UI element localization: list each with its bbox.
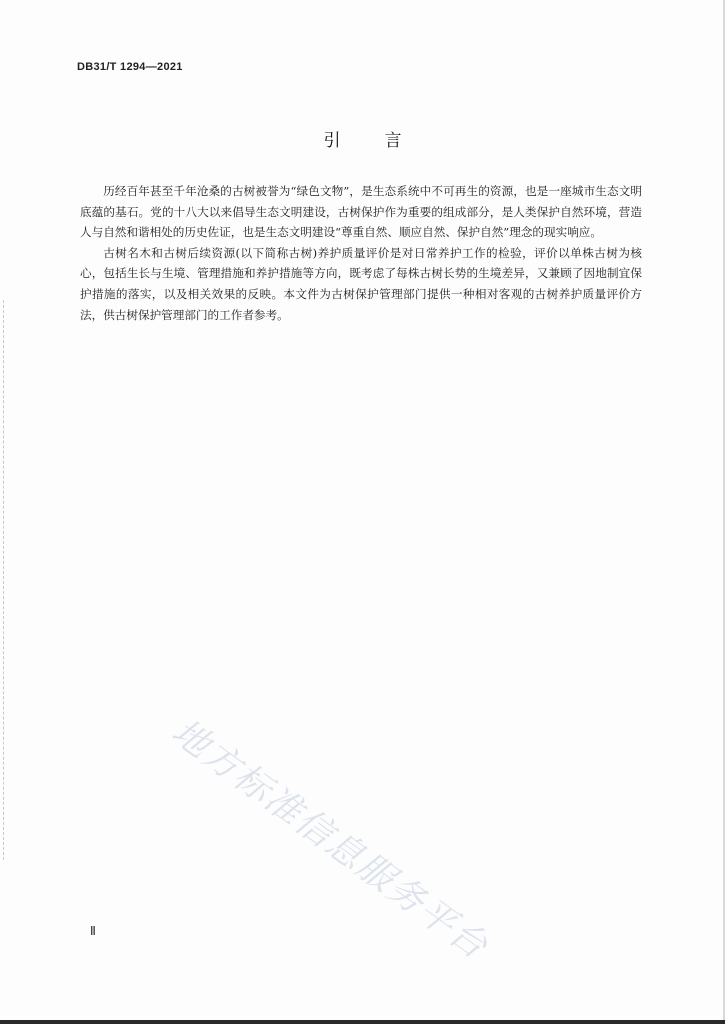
paragraph-1: 历经百年甚至千年沧桑的古树被誉为“绿色文物”，是生态系统中不可再生的资源，也是一座城市生态文明底蕴的基石。党的十八大以来倡导生态文明建设，古树保护作为重要的组成部分，是人类保护自然环境，营造人与自然和谐相处的历史佐证，也是生态文明建设“尊重自然、顺应自然、保护自然”理念的现实响应。 (80, 184, 642, 240)
scan-edge-left (3, 300, 5, 860)
standard-code: DB31/T 1294—2021 (77, 61, 183, 73)
watermark: 地方标准信息服务平台 (164, 711, 496, 968)
page-number: Ⅱ (90, 924, 96, 938)
section-title: 引言 (323, 131, 446, 151)
body-text (80, 181, 642, 325)
paragraph-2: 古树名木和古树后续资源(以下简称古树)养护质量评价是对日常养护工作的检验，评价以单株古树为核心，包括生长与生境、管理措施和养护措施等方向，既考虑了每株古树长势的生境差异，又兼顾了因地制宜保护措施的落实，以及相关效果的反映。本文件为古树保护管理部门提供一种相对客观的古树养护质量评价方法，供古树保护管理部门的工作者参考。 (80, 245, 642, 322)
scan-edge-bottom (0, 1020, 725, 1024)
